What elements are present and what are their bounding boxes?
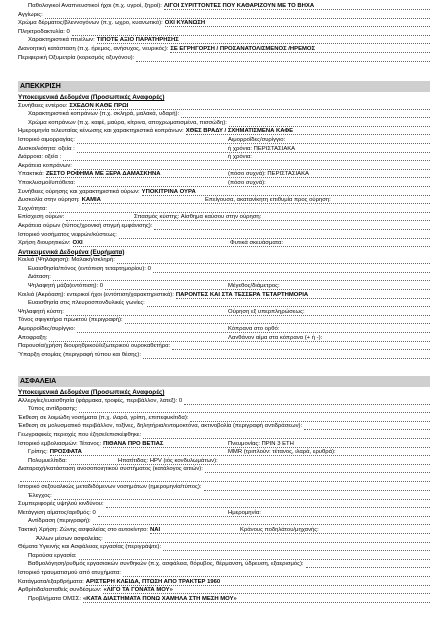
field-label: Χαρακτηριστικά κοπράνων (π.χ. σκληρά, μαλακά, υδαρή): [28,111,180,118]
field-label: Αποφραξη: [18,334,48,341]
subsection-title: Υποκειμενικά Δεδομένα (Προσωπικές Αναφορές) [18,389,165,396]
field-label: Χρήση διουρητικών: [18,240,71,247]
field-secondary[interactable]: Φυτικά σκευάσματα: [230,240,284,247]
field-value[interactable]: ΣΕ ΕΓΡΗΓΟΡΣΗ / ΠΡΟΣΑΝΑΤΟΛΙΣΜΕΝΟΣ /ΗΡΕΜΟΣ [170,46,316,52]
field-label: Υπακτικά: [18,171,44,178]
field-label: Ημερομηνία τελευταίας κένωσης και χαρακτηριστικά κοπράνων: [18,128,184,135]
field-label: Ευαισθησία/πόνος (εντόπιση τεταρτημορίου): 0 [28,265,151,272]
section-header: ΑΠΕΚΚΡΙΣΗ [18,81,430,92]
field-label: Κοιλιά (Ακρόαση): εντερικοί ήχοι (εντόπιση/χαρακτηριστικά): [18,291,174,298]
field-secondary[interactable]: ή χρόνια: ΠΕΡΙΣΤΑΣΙΑΚΑ [228,145,296,152]
field-label: Τόνος σφιγκτήρα πρωκτού (περιγραφή): [18,317,123,324]
field-label: Διαταραχή/κατάσταση ανοσοποιητικού συστήματος (κατάλογος αιτιών): [18,466,203,473]
field-label: Έκθεση σε λοιμώδη νοσήματα (π.χ. ιλαρά, γρίπη, επιπεφυκίτιδα): [18,414,189,421]
section-header: ΑΣΦΑΛΕΙΑ [18,376,430,387]
field-value[interactable]: ΣΧΕΔΟΝ ΚΑΘΕ ΠΡΩΙ [69,102,129,109]
field-secondary[interactable]: Κόπρανα στο ορθό: [228,326,280,332]
field-label: Τύπος αντίδρασης: [28,406,78,413]
field-label: Παρούσα εργασία: [28,552,77,559]
field-label: Συμπεριφορές υψηλού κινδύνου: [18,501,104,508]
field-secondary[interactable]: Πνευμονίας: ΠΡΙΝ 3 ΕΤΗ [228,440,294,447]
field-value[interactable]: ΠΡΟΣΦΑΤΑ [49,449,82,456]
field-label: Έκθεση σε μολυσματικό περιβάλλον, τοξίνες, δηλητήρια/εντομοκτόνα, ακτινοβολία (περιγραφή αντιδράσεων): [18,423,303,430]
field-label: Αντίδραση (περιγραφή): [28,518,91,525]
field-secondary[interactable]: Ημερομηνία: [228,509,261,516]
field-label: Επίσχεση ούρων: [18,214,65,221]
field-value[interactable]: ΧΘΕΣ ΒΡΑΔΥ / ΣΧΗΜΑΤΙΣΜΕΝΑ ΚΑΦΕ [185,128,294,135]
field-value[interactable]: ΛΙΓΟΙ ΣΥΡΙΤΤΟΝΤΕΣ ΠΟΥ ΚΑΘΑΡΙΖΟΥΝ ΜΕ ΤΟ ΒΗΧΑ [163,3,315,9]
field-secondary[interactable]: Ούρηση εξ υπερπληρώσεως: [228,308,305,315]
field-value[interactable]: ΠΑΡΟΝΤΕΣ ΚΑΙ ΣΤΑ ΤΕΣΣΕΡΑ ΤΕΤΑΡΤΗΜΟΡΙΑ [175,291,309,298]
field-label: Δυσκοιλιότητα: οξεία : [18,145,75,152]
field-label: Έλεγχος: [28,492,52,499]
field-label: Ιστορικό νοσήματος νεφρών/κύστεως: [18,231,117,238]
field-secondary[interactable]: Λανθάνον αίμα στα κόπρανα (+ ή -): [228,334,323,341]
field-label: Γεωγραφικές περιοχές που έζησε/επισκέφθηκε: [18,431,142,438]
field-label: Ψηλαφητή κύστη: [18,308,64,315]
field-value[interactable]: ΑΡΙΣΤΕΡΗ ΚΛΕΙΔΑ, ΠΤΩΣΗ ΑΠΟ ΤΡΑΚΤΕΡ 1960 [85,578,221,585]
field-secondary[interactable]: Επείγουσα, ακατανίκητη επιθυμία προς ούρηση: [205,197,331,204]
field-label: Συνήθειες εντέρου: [18,102,68,109]
field-label: Χρώμα δέρματος/βλεννογόνων (π.χ. ωχρο, κυανωτικό): [18,20,163,27]
field-label: Αλλεργίες/ευαισθησία (φάρμακα, τροφές, περιβάλλον, λατεξ): 0 [18,397,183,404]
field-label: Δυσκολία στην ούρηση: [18,197,80,204]
field-label: Υποκλυσμοί/υπόθετα: [18,179,76,186]
field-secondary[interactable]: Σπασμός κύστης: Αίσθημα καύσου στην ούρηση: [134,214,262,221]
form-line [0,351,448,360]
field-label: Διανοητική κατάσταση (π.χ. ήρεμος, ανήσυχος, νευρικός): [18,46,169,52]
field-secondary[interactable]: Κράνους ποδηλάτου/μηχανής: [240,526,319,533]
field-label: Χαρακτηριστικά πτυέλων: [28,37,95,44]
field-value[interactable]: «ΛΙΓΟ ΤΑ ΓΟΝΑΤΑ ΜΟΥ» [103,587,173,594]
subsection-title: Υποκειμενικά Δεδομένα (Προσωπικές Αναφορές) [18,94,165,101]
field-label: Συνήθειες ούρησης και χαρακτηριστικά ούρων: [18,188,140,195]
field-label: Ύπαρξη στομίας (περιγραφή τύπου και θέσης): [18,351,141,358]
field-label: Ιστορικό σεξουαλικώς μεταδιδόμενων νοσημάτων (ημερομηνία/τύπος): [18,483,202,490]
field-value[interactable]: ΟΧΙ [72,240,83,247]
field-label: Ιστορικό εμβολιασμών: Τέτανος: [18,440,102,447]
field-label: Ψηλαφητή μάζα(εντόπιση): 0 [28,283,104,289]
field-label: Ευαισθησία στις πλευροσπονδυλικές γωνίες: [28,300,145,307]
field-label: Τακτική Χρήση: Ζώνης ασφαλείας στο αυτοκίνητο: [18,526,149,533]
field-secondary[interactable]: Αιμορροΐδες/συρίγγιο: [228,136,286,143]
field-label: Αρθρίτιδα/ασταθείς συνδέσμων: [18,587,102,594]
field-label: Συχνότητα: [18,205,47,212]
field-value[interactable]: ΝΑΙ [150,526,161,533]
field-label: Μετάγγιση αίματος/αριθμός: 0 [18,509,96,516]
field-label: Ακράτεια ούρων (τύπος/χρονική στιγμή εμφάνισης): [18,222,153,229]
field-secondary[interactable]: (πόσο συχνά): [228,179,266,186]
field-label: Γρίπης: [28,449,48,456]
field-label: Παρουσία/χρήση διουρηθρικού/εξωτερικού ουροκαθετήρα: [18,343,171,350]
field-label: Διάρροια: οξεία : [18,154,62,161]
form-line [0,595,448,604]
form-line [0,54,448,63]
field-label: Ακράτεια κοπράνων: [18,162,72,169]
field-secondary[interactable]: ή χρόνια: [228,154,252,161]
field-label: Πληκτροδακτυλία: 0 [18,28,70,35]
field-label: Αγγίωρις: [18,11,43,18]
field-value[interactable]: ΥΠΟΚΙΤΡΙΝΑ ΟΥΡΑ [141,188,196,195]
field-label: Ιστορικό αιμορραγίας: [18,136,75,143]
field-label: Αιμορροΐδες/συρίγγιο: [18,326,76,332]
field-label: Χρώμα κοπράνων (π.χ. καφέ, μαύρα, κίτρινα, αποχρωματισμένα, πισσώδη): [28,119,227,126]
field-label: Διάταση: [28,274,51,281]
field-secondary[interactable]: MMR (τριπλούν: τέτανος, ιλαρά, ερυθρά): [228,449,336,456]
field-label: Προβλήματα ΟΜΣΣ: [28,595,81,602]
field-label: Βαθμολόγηση/ρυθμός εργασιακών συνθηκών (π.χ. ασφάλεια, θόρυβος, θέρμανση, ύδρευση, εξαερισμός): [28,561,304,568]
field-value[interactable]: ΤΙΠΟΤΕ ΑΞΙΟ ΠΑΡΑΤΗΡΗΣΗΣ [96,37,179,44]
field-label: Κατάγματα/εξαρθρήματα: [18,578,84,585]
field-label: Άλλων μέσων ασφαλείας: [36,535,103,542]
field-label: Πολυμυελίτιδα: [28,457,67,464]
field-label: Ιστορικό τραυματισμού από ατυχήματα: [18,569,121,576]
field-secondary[interactable]: Μέγεθος/διάμετρος: [228,283,280,289]
field-value[interactable]: ΖΕΣΤΟ ΡΟΦΗΜΑ ΜΕ ΞΕΡΑ ΔΑΜΑΣΚΗΝΑ [45,171,161,178]
field-label: Θέματα Υγιεινής και Ασφάλειας εργασίας (περιγράψτε): [18,544,162,551]
form-line [0,474,448,483]
field-label: Κοιλιά (Ψηλάφηση): Μαλακή/σκληρή: [18,257,115,264]
field-value[interactable]: ΠΙΘΑΝΑ ΠΡΟ ΒΕΤΙΑΣ [103,440,164,447]
field-value[interactable]: «ΚΑΤΑ ΔΙΑΣΤΗΜΑΤΑ ΠΟΝΩ ΧΑΜΗΛΑ ΣΤΗ ΜΕΣΗ ΜΟΥ» [82,595,237,602]
field-value[interactable]: ΚΑΜΙΑ [81,197,101,204]
subsection-title: Αντικειμενικά Δεδομένα (Ευρήματα) [18,248,125,256]
field-label: Περιφερική Οξυμετρία (κορεσμός οξυγόνου): [18,54,135,61]
field-label: Παθολογικοί Αναπνευστικοί ήχοι (π.χ. υγροί, ξηροί): [28,3,162,9]
field-secondary[interactable]: Ηπατίτιδας: HPV (ιός κονδυλωμάτων): [118,457,218,464]
field-secondary[interactable]: (πόσο συχνά): ΠΕΡΙΣΤΑΣΙΑΚΑ [228,171,309,178]
field-value[interactable]: ΟΧΙ ΚΥΑΝΩΣΗ [164,20,206,27]
